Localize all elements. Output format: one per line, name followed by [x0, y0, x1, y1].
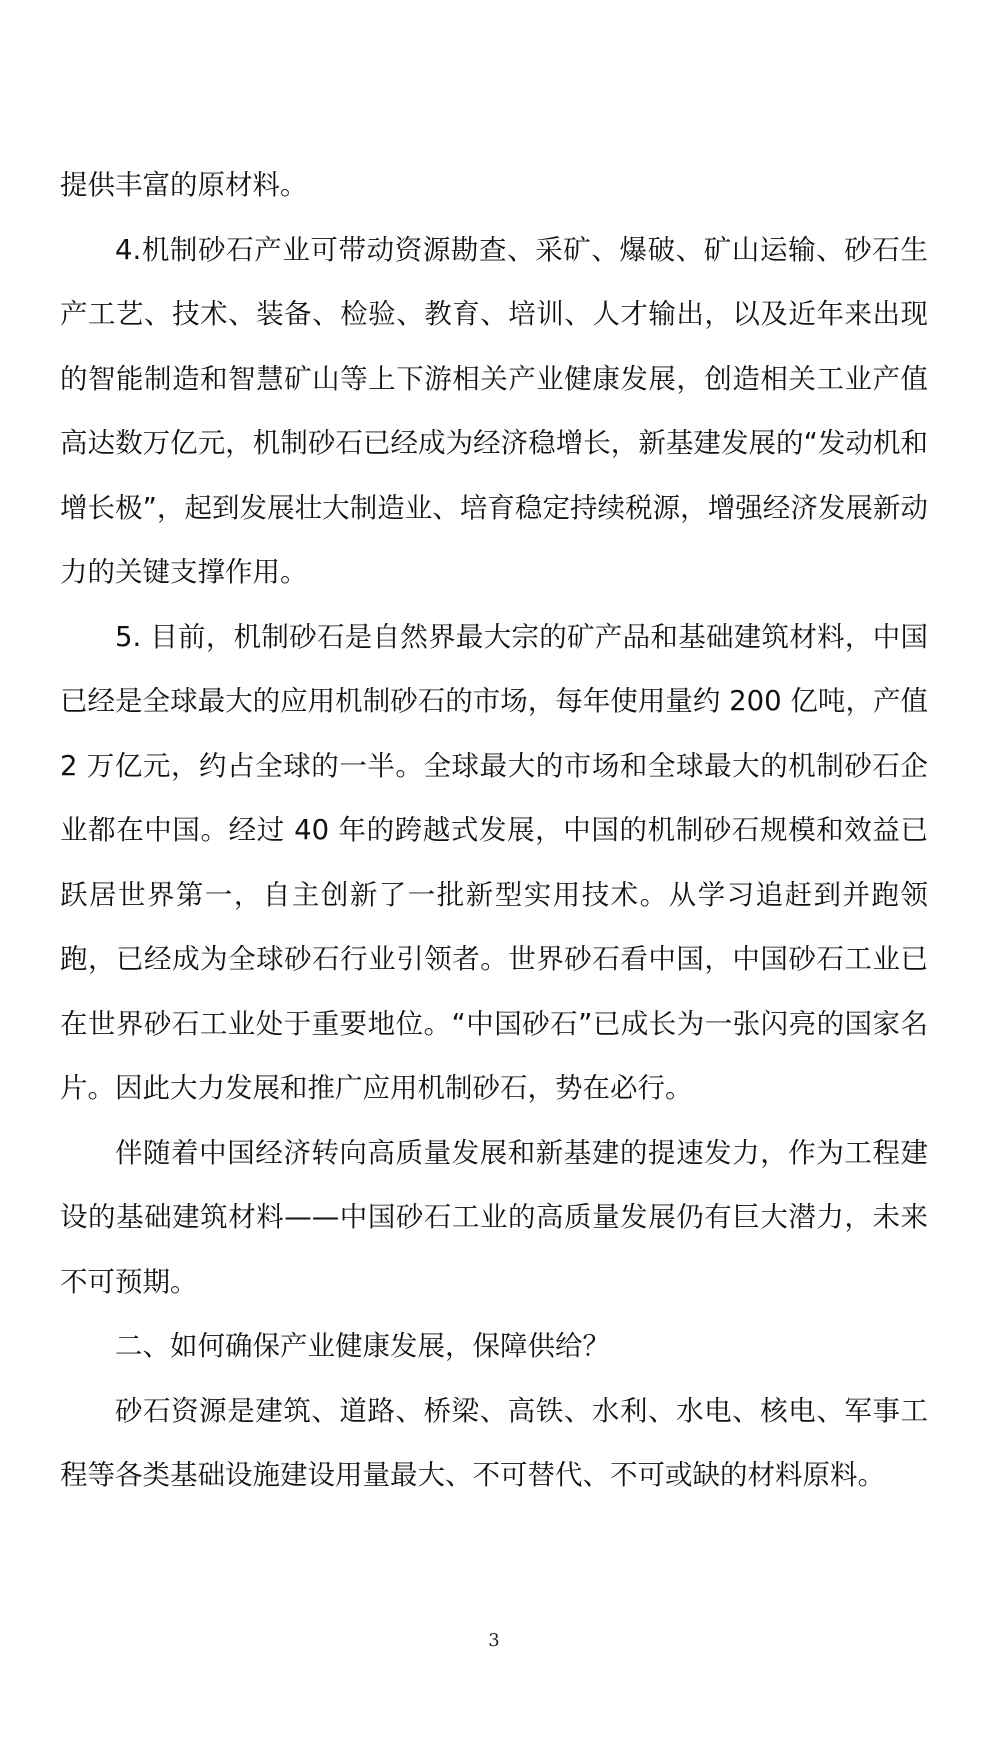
- paragraph-item-4: 4.机制砂石产业可带动资源勘查、采矿、爆破、矿山运输、砂石生产工艺、技术、装备、检验、教育、培训、人才输出，以及近年来出现的智能制造和智慧矿山等上下游相关产业健康发展，创造相关工业产值高达数万亿元，机制砂石已经成为经济稳增长，新基建发展的“发动机和增长极”，起到发展壮大制造业、培育稳定持续税源，增强经济发展新动力的关键支撑作用。: [60, 233, 928, 588]
- paragraph-item-5: 5. 目前，机制砂石是自然界最大宗的矿产品和基础建筑材料，中国已经是全球最大的应用机制砂石的市场，每年使用量约 200 亿吨，产值 2 万亿元，约占全球的一半。全球最大的市场和全球最大的机制砂石企业都在中国。经过 40 年的跨越式发展，中国的机制砂石规模和效益已跃居世界第一，自主创新了一批新型实用技术。从学习追赶到并跑领跑，已经成为全球砂石行业引领者。世界砂石看中国，中国砂石工业已在世界砂石工业处于重要地位。“中国砂石”已成长为一张闪亮的国家名片。因此大力发展和推广应用机制砂石，势在必行。: [60, 620, 928, 1104]
- paragraph-outlook: 伴随着中国经济转向高质量发展和新基建的提速发力，作为工程建设的基础建筑材料——中国砂石工业的高质量发展仍有巨大潜力，未来不可预期。: [60, 1136, 928, 1298]
- paragraph-continuation: 提供丰富的原材料。: [60, 169, 308, 201]
- page-number: 3: [488, 1630, 500, 1651]
- paragraph-resources: 砂石资源是建筑、道路、桥梁、高铁、水利、水电、核电、军事工程等各类基础设施建设用量最大、不可替代、不可或缺的材料原料。: [60, 1394, 928, 1491]
- section-heading: 二、如何确保产业健康发展，保障供给？: [115, 1330, 610, 1362]
- body-text: [60, 153, 928, 1508]
